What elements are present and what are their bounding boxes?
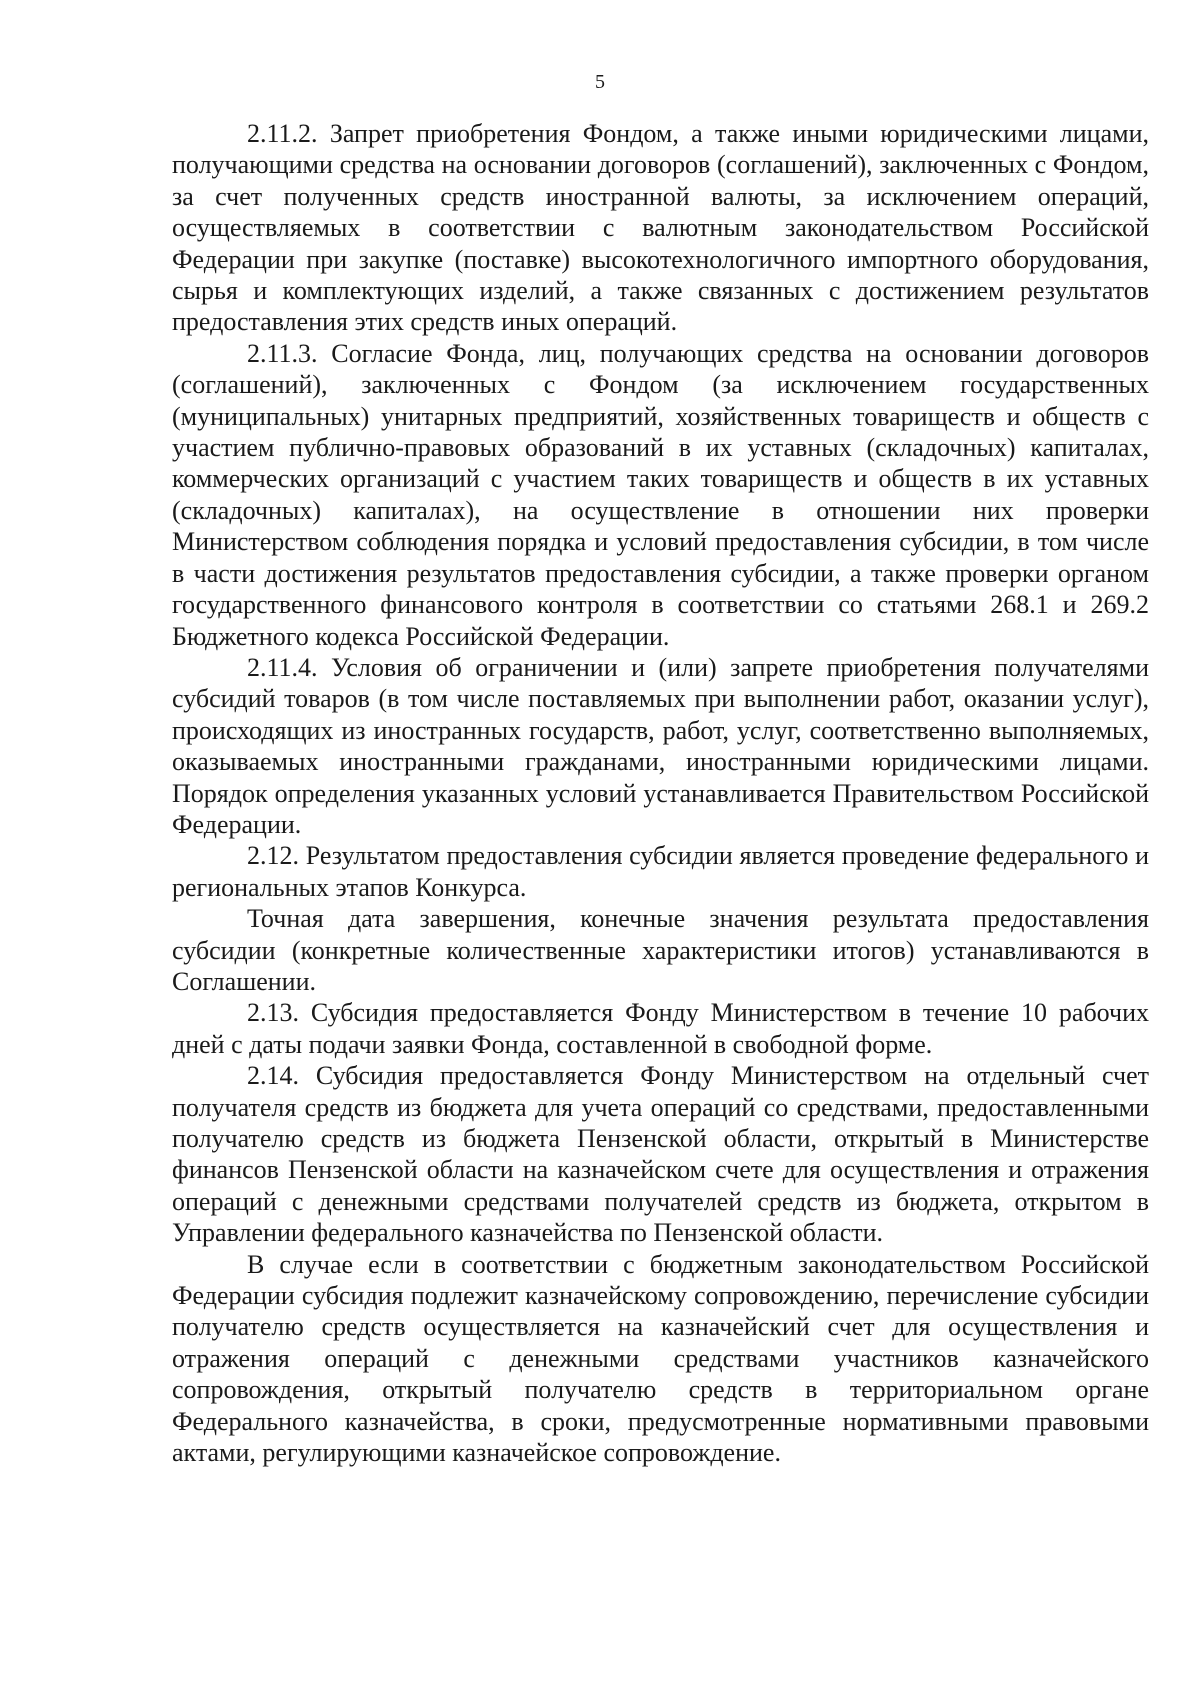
paragraph-2-11-4: 2.11.4. Условия об ограничении и (или) запрете приобретения получателями субсидий товаров (в том числе поставляемых при выполнении работ, оказании услуг), происходящих из иностранных государств, работ, услуг, соответственно выполняемых, оказываемых иностранными гражданами, иностранными юридическими лицами. Порядок определения указанных условий устанавливается Правительством Российской Федерации.	[172, 652, 1149, 839]
paragraph-2-11-3: 2.11.3. Согласие Фонда, лиц, получающих средства на основании договоров (соглашений), заключенных с Фондом (за исключением государственных (муниципальных) унитарных предприятий, хозяйственных товариществ и обществ с участием публично-правовых образований в их уставных (складочных) капиталах, коммерческих организаций с участием таких товариществ и обществ в их уставных (складочных) капиталах), на осуществление в отношении них проверки Министерством соблюдения порядка и условий предоставления субсидии, в том числе в части достижения результатов предоставления субсидии, а также проверки органом государственного финансового контроля в соответствии со статьями 268.1 и 269.2 Бюджетного кодекса Российской Федерации.	[172, 338, 1149, 651]
paragraph-result-details: Точная дата завершения, конечные значения результата предоставления субсидии (конкретные количественные характеристики итогов) устанавливаются в Соглашении.	[172, 904, 1149, 996]
paragraph-2-11-2: 2.11.2. Запрет приобретения Фондом, а также иными юридическими лицами, получающими средства на основании договоров (соглашений), заключенных с Фондом, за счет полученных средств иностранной валюты, за исключением операций, осуществляемых в соответствии с валютным законодательством Российской Федерации при закупке (поставке) высокотехнологичного импортного оборудования, сырья и комплектующих изделий, а также связанных с достижением результатов предоставления этих средств иных операций.	[172, 119, 1149, 337]
document-body	[172, 118, 1149, 1468]
page-number: 5	[595, 71, 605, 93]
paragraph-2-13: 2.13. Субсидия предоставляется Фонду Министерством в течение 10 рабочих дней с даты подачи заявки Фонда, составленной в свободной форме.	[172, 998, 1149, 1059]
paragraph-treasury-support: В случае если в соответствии с бюджетным законодательством Российской Федерации субсидия подлежит казначейскому сопровождению, перечисление субсидии получателю средств осуществляется на казначейский счет для осуществления и отражения операций с денежными средствами участников казначейского сопровождения, открытый получателю средств в территориальном органе Федерального казначейства, в сроки, предусмотренные нормативными правовыми актами, регулирующими казначейское сопровождение.	[172, 1249, 1149, 1468]
paragraph-2-12: 2.12. Результатом предоставления субсидии является проведение федерального и региональных этапов Конкурса.	[172, 841, 1149, 902]
paragraph-2-14: 2.14. Субсидия предоставляется Фонду Министерством на отдельный счет получателя средств из бюджета для учета операций со средствами, предоставленными получателю средств из бюджета Пензенской области, открытый в Министерстве финансов Пензенской области на казначейском счете для осуществления и отражения операций с денежными средствами получателей средств из бюджета, открытом в Управлении федерального казначейства по Пензенской области.	[172, 1061, 1149, 1248]
